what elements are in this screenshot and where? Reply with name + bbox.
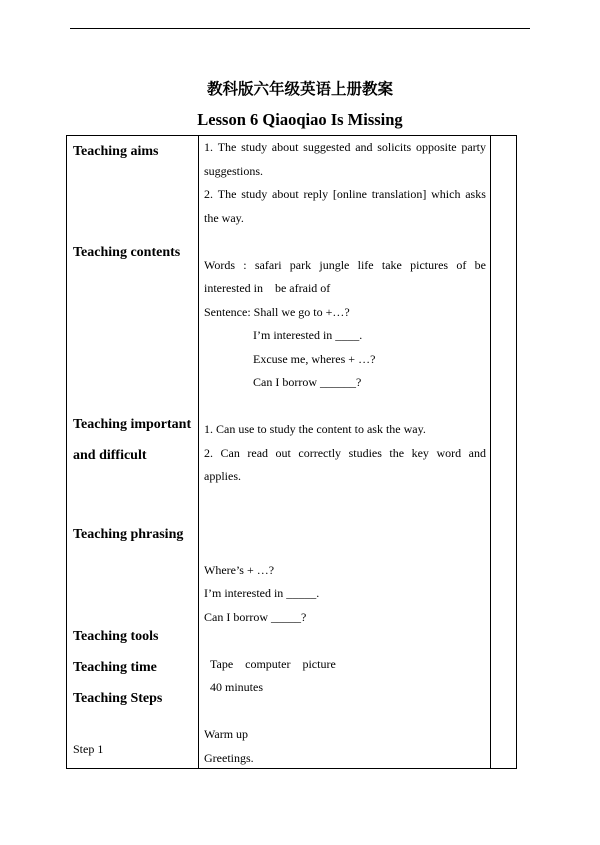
lesson-title: Lesson 6 Qiaoqiao Is Missing: [197, 110, 403, 129]
contents-sentence-2: Excuse me, wheres + …?: [253, 352, 376, 366]
important-line-3: applies.: [204, 469, 241, 483]
important-line-2: 2. Can read out correctly studies the key word and: [204, 446, 486, 460]
phrasing-line-3: Can I borrow _____?: [204, 610, 307, 624]
tools-value: Tape computer picture: [210, 657, 336, 671]
phrasing-line-1: Where’s + …?: [204, 563, 275, 577]
label-step-1: Step 1: [73, 742, 104, 756]
label-teaching-phrasing: Teaching phrasing: [73, 527, 184, 542]
contents-words-line-2: interested in be afraid of: [204, 281, 331, 295]
label-teaching-contents: Teaching contents: [73, 245, 181, 260]
label-teaching-steps: Teaching Steps: [73, 691, 163, 706]
column-divider-2: [490, 136, 491, 768]
label-and-difficult: and difficult: [73, 448, 147, 463]
label-teaching-important: Teaching important: [73, 417, 192, 432]
contents-sentence-1: I’m interested in ____.: [253, 328, 363, 342]
important-line-1: 1. Can use to study the content to ask the way.: [204, 422, 426, 436]
step-warm-up: Warm up: [204, 727, 249, 741]
label-teaching-aims: Teaching aims: [73, 144, 159, 159]
column-divider-1: [198, 136, 199, 768]
label-teaching-time: Teaching time: [73, 660, 157, 675]
document-title-chinese: 教科版六年级英语上册教案: [206, 80, 393, 98]
aims-line-1: 1. The study about suggested and solicits opposite party: [204, 140, 486, 154]
aims-line-2: suggestions.: [204, 164, 264, 178]
contents-sentence: Sentence: Shall we go to +…?: [204, 305, 350, 319]
lesson-plan-table: [66, 135, 517, 769]
label-teaching-tools: Teaching tools: [73, 629, 159, 644]
contents-sentence-3: Can I borrow ______?: [253, 375, 362, 389]
phrasing-line-2: I’m interested in _____.: [204, 586, 320, 600]
header-rule: [70, 28, 530, 29]
aims-line-4: the way.: [204, 211, 244, 225]
step-greetings: Greetings.: [204, 751, 254, 765]
aims-line-3: 2. The study about reply [online translation] which asks: [204, 187, 486, 201]
contents-words-line-1: Words : safari park jungle life take pictures of be: [204, 258, 486, 272]
time-value: 40 minutes: [210, 680, 263, 694]
